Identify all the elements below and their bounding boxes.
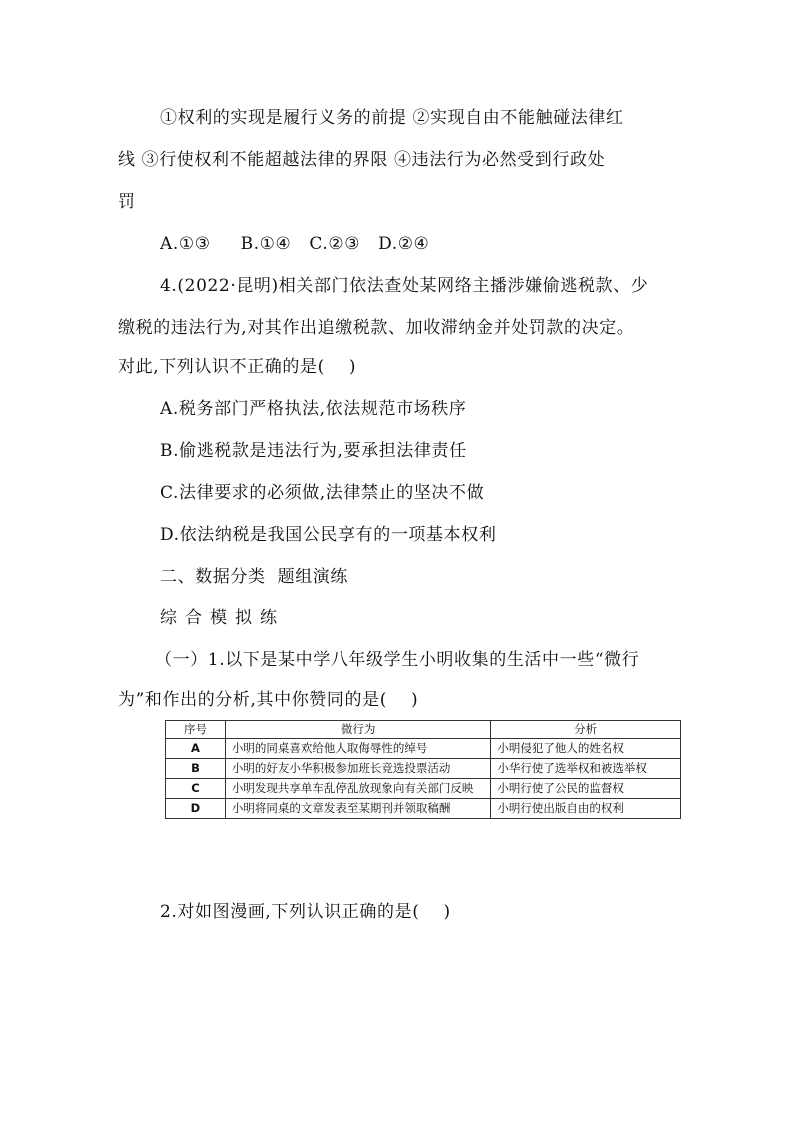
q4-stem-line-3: 对此,下列认识不正确的是( )	[118, 357, 357, 377]
header-action: 微行为	[225, 721, 490, 739]
row-analysis: 小华行使了选举权和被选举权	[491, 759, 681, 779]
row-id: B	[166, 759, 226, 779]
q2-stem: 2.对如图漫画,下列认识正确的是( )	[160, 902, 451, 922]
q3-choices: A.①③ B.①④ C.②③ D.②④	[160, 234, 430, 254]
row-id: A	[166, 739, 226, 759]
q3-option-line-1: ①权利的实现是履行义务的前提 ②实现自由不能触碰法律红	[160, 108, 624, 128]
row-action: 小明的同桌喜欢给他人取侮辱性的绰号	[225, 739, 490, 759]
row-analysis: 小明侵犯了他人的姓名权	[491, 739, 681, 759]
q3-option-line-3: 罚	[118, 192, 136, 212]
table-row	[166, 759, 681, 779]
row-analysis: 小明行使出版自由的权利	[491, 799, 681, 819]
header-number: 序号	[166, 721, 226, 739]
row-id: C	[166, 779, 226, 799]
q1-stem-line-1: （一）1.以下是某中学八年级学生小明收集的生活中一些“微行	[155, 650, 640, 670]
q4-option-d: D.依法纳税是我国公民享有的一项基本权利	[160, 525, 497, 545]
behavior-analysis-table	[165, 720, 681, 819]
q4-option-b: B.偷逃税款是违法行为,要承担法律责任	[160, 441, 467, 461]
q3-option-line-2: 线 ③行使权利不能超越法律的界限 ④违法行为必然受到行政处	[118, 150, 606, 170]
row-action: 小明的好友小华积极参加班长竞选投票活动	[225, 759, 490, 779]
table-row	[166, 779, 681, 799]
q4-stem-line-2: 缴税的违法行为,对其作出追缴税款、加收滞纳金并处罚款的决定。	[118, 318, 635, 338]
q1-stem-line-2: 为”和作出的分析,其中你赞同的是( )	[118, 690, 419, 710]
row-action: 小明将同桌的文章发表至某期刊并领取稿酬	[225, 799, 490, 819]
header-analysis: 分析	[491, 721, 681, 739]
q4-stem-line-1: 4.(2022·昆明)相关部门依法查处某网络主播涉嫌偷逃税款、少	[160, 276, 649, 296]
table-row	[166, 799, 681, 819]
table-row	[166, 739, 681, 759]
section-subheading: 综合模拟练	[160, 608, 285, 628]
row-action: 小明发现共享单车乱停乱放现象向有关部门反映	[225, 779, 490, 799]
row-id: D	[166, 799, 226, 819]
q4-option-a: A.税务部门严格执法,依法规范市场秩序	[160, 399, 467, 419]
section-heading: 二、数据分类 题组演练	[160, 567, 349, 587]
row-analysis: 小明行使了公民的监督权	[491, 779, 681, 799]
q4-option-c: C.法律要求的必须做,法律禁止的坚决不做	[160, 483, 485, 503]
table-header-row	[166, 721, 681, 739]
